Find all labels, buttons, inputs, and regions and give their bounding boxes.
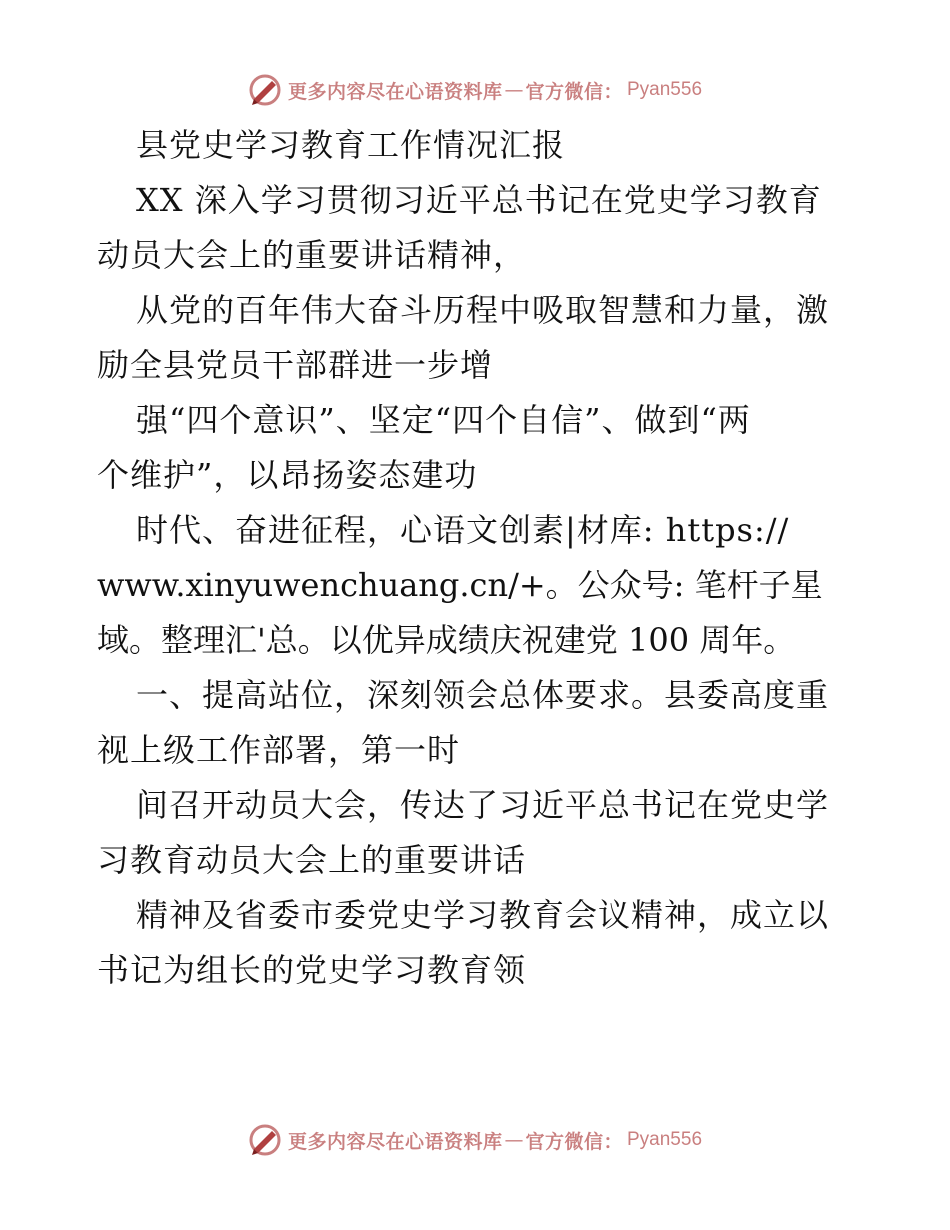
document-body — [97, 118, 857, 998]
paragraph-line: 励全县党员干部群进一步增 — [97, 346, 494, 384]
footer-banner-separator: — — [504, 1129, 524, 1151]
document-title: 县党史学习教育工作情况汇报 — [136, 126, 566, 164]
pen-logo-icon — [248, 73, 282, 107]
paragraph-line: www.xinyuwenchuang.cn/+。公众号: 笔杆子星 — [97, 566, 823, 604]
footer-banner-contact-label: 官方微信： — [525, 1130, 623, 1153]
footer-watermark-banner — [0, 1120, 950, 1160]
footer-banner-contact-id: Pyan556 — [627, 1129, 703, 1150]
paragraph-line: XX 深入学习贯彻习近平总书记在党史学习教育 — [136, 181, 822, 219]
header-banner-contact-label: 官方微信： — [525, 80, 623, 103]
paragraph-line: 动员大会上的重要讲话精神， — [97, 236, 527, 274]
paragraph-line: 习教育动员大会上的重要讲话 — [97, 841, 527, 879]
paragraph-line: 一、提高站位，深刻领会总体要求。县委高度重 — [136, 676, 830, 714]
paragraph-line: 域。整理汇'总。以优异成绩庆祝建党 100 周年。 — [97, 621, 796, 659]
paragraph-line: 精神及省委市委党史学习教育会议精神，成立以 — [136, 896, 830, 934]
pen-logo-icon — [248, 1123, 282, 1157]
paragraph-line: 强“四个意识”、坚定“四个自信”、做到“两 — [136, 401, 751, 439]
header-banner-contact-id: Pyan556 — [627, 79, 703, 100]
paragraph-line: 间召开动员大会，传达了习近平总书记在党史学 — [136, 786, 830, 824]
header-banner-text: 更多内容尽在心语资料库 — [287, 80, 503, 103]
paragraph-line: 视上级工作部署，第一时 — [97, 731, 461, 769]
paragraph-line: 从党的百年伟大奋斗历程中吸取智慧和力量，激 — [136, 291, 830, 329]
paragraph-line: 书记为组长的党史学习教育领 — [97, 951, 527, 989]
header-banner-separator: — — [504, 79, 524, 101]
header-watermark-banner — [0, 70, 950, 110]
paragraph-line: 个维护”，以昂扬姿态建功 — [97, 456, 478, 494]
footer-banner-text: 更多内容尽在心语资料库 — [287, 1130, 503, 1153]
paragraph-line: 时代、奋进征程，心语文创素|材库: https:// — [136, 511, 790, 549]
